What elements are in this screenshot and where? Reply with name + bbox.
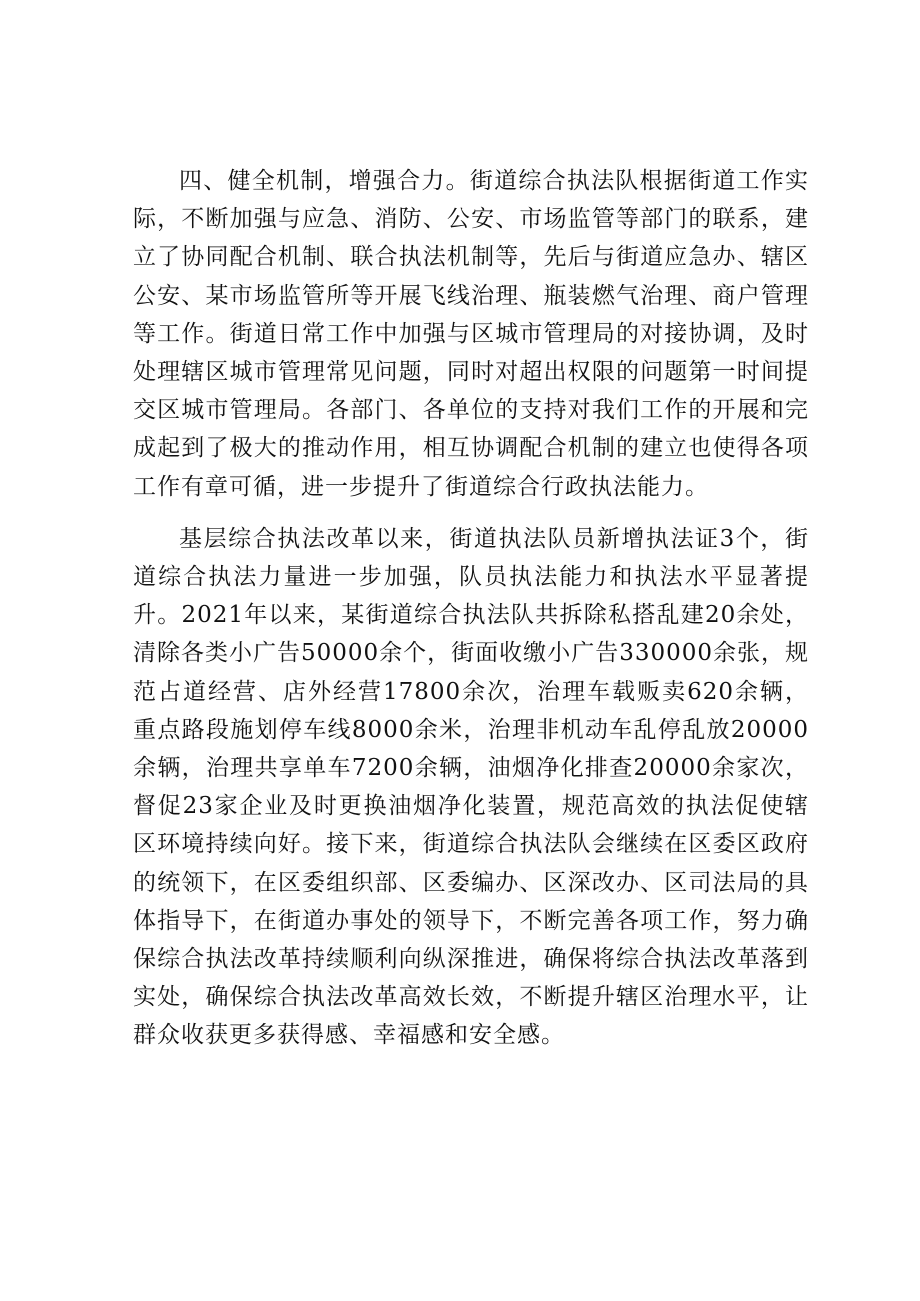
document-body bbox=[133, 162, 809, 1055]
paragraph-reform-results: 基层综合执法改革以来，街道执法队员新增执法证3个，街道综合执法力量进一步加强，队员执法能力和执法水平显著提升。2021年以来，某街道综合执法队共拆除私搭乱建20余处，清除各类小广告50000余个，街面收缴小广告330000余张，规范占道经营、店外经营17800余次，治理车载贩卖620余辆，重点路段施划停车线8000余米，治理非机动车乱停乱放20000余辆，治理共享单车7200余辆，油烟净化排查20000余家次，督促23家企业及时更换油烟净化装置，规范高效的执法促使辖区环境持续向好。接下来，街道综合执法队会继续在区委区政府的统领下，在区委组织部、区委编办、区深改办、区司法局的具体指导下，在街道办事处的领导下，不断完善各项工作，努力确保综合执法改革持续顺利向纵深推进，确保将综合执法改革落到实处，确保综合执法改革高效长效，不断提升辖区治理水平，让群众收获更多获得感、幸福感和安全感。 bbox=[133, 525, 809, 1049]
paragraph-mechanism: 四、健全机制，增强合力。街道综合执法队根据街道工作实际，不断加强与应急、消防、公安、市场监管等部门的联系，建立了协同配合机制、联合执法机制等，先后与街道应急办、辖区公安、某市场监管所等开展飞线治理、瓶装燃气治理、商户管理等工作。街道日常工作中加强与区城市管理局的对接协调，及时处理辖区城市管理常见问题，同时对超出权限的问题第一时间提交区城市管理局。各部门、各单位的支持对我们工作的开展和完成起到了极大的推动作用，相互协调配合机制的建立也使得各项工作有章可循，进一步提升了街道综合行政执法能力。 bbox=[133, 168, 809, 500]
